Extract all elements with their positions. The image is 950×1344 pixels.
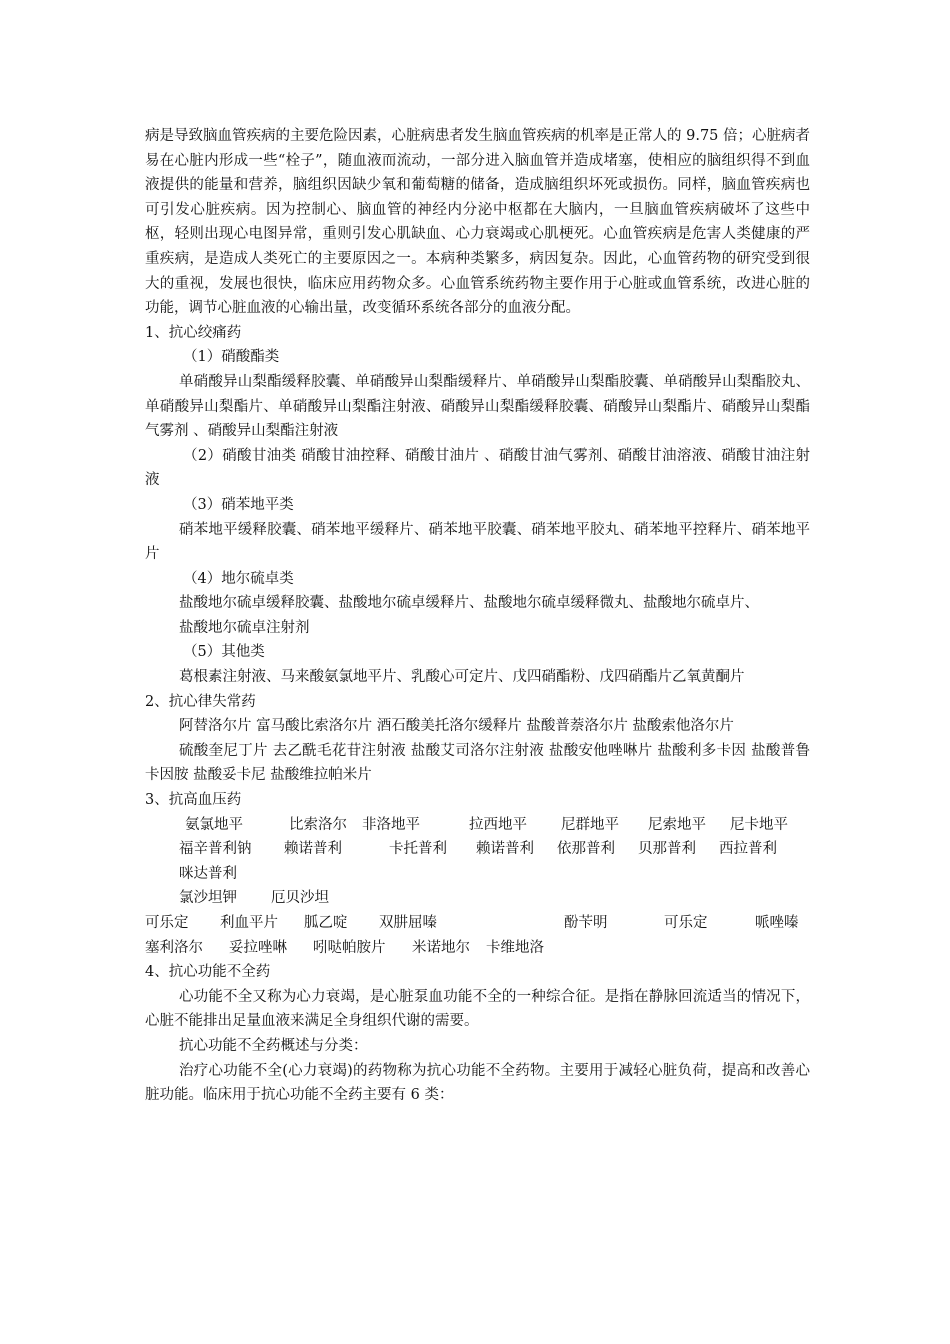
drug-item: 赖诺普利	[284, 841, 342, 858]
drug-item: 利血平片	[220, 915, 278, 931]
drug-item: 尼索地平	[648, 816, 706, 833]
drug-row-5	[145, 911, 810, 936]
drug-list-antiarrhythmic-1: 阿替洛尔片 富马酸比索洛尔片 酒石酸美托洛尔缓释片 盐酸普萘洛尔片 盐酸索他洛尔片	[179, 718, 734, 735]
drug-list-nitrates: 单硝酸异山梨酯缓释胶囊、单硝酸异山梨酯缓释片、单硝酸异山梨酯胶囊、单硝酸异山梨酯胶丸、单硝酸异山梨酯片、单硝酸异山梨酯注射液、硝酸异山梨酯缓释胶囊、硝酸异山梨酯片、硝酸异山梨酯气雾剂 、硝酸异山梨酯注射液	[145, 373, 810, 440]
drug-item: 米诺地尔	[412, 939, 470, 956]
document-page	[145, 124, 810, 1108]
drug-row-6	[145, 936, 810, 961]
subheading-nifedipine: （3）硝苯地平类	[183, 496, 294, 513]
drug-item: 妥拉唑啉	[229, 939, 287, 956]
drug-item: 卡托普利	[389, 841, 447, 858]
drug-list-antiarrhythmic-2: 硫酸奎尼丁片 去乙酰毛花苷注射液 盐酸艾司洛尔注射液 盐酸安他唑啉片 盐酸利多卡因 盐酸普鲁卡因胺 盐酸妥卡尼 盐酸维拉帕米片	[145, 742, 810, 784]
drug-item: 可乐定	[145, 915, 189, 931]
drug-item: 贝那普利	[638, 841, 696, 858]
drug-item: 哌唑嗪	[755, 915, 799, 931]
drug-item: 吲哒帕胺片	[313, 939, 386, 956]
drug-item: 氯沙坦钾	[179, 890, 237, 907]
drug-list-nitroglycerin: （2）硝酸甘油类 硝酸甘油控释、硝酸甘油片 、硝酸甘油气雾剂、硝酸甘油溶液、硝酸甘油注射液	[145, 447, 810, 489]
drug-item: 胍乙啶	[304, 915, 348, 931]
drug-row-1	[145, 813, 810, 838]
drug-list-diltiazem-injection: 盐酸地尔硫卓注射剂	[179, 619, 310, 636]
drug-item: 西拉普利	[719, 841, 777, 858]
drug-row-3: 咪达普利	[179, 865, 237, 882]
drug-item: 比索洛尔	[289, 816, 347, 833]
drug-item: 厄贝沙坦	[271, 890, 329, 907]
subheading-nitrates: （1）硝酸酯类	[183, 349, 280, 366]
drug-item: 塞利洛尔	[145, 939, 203, 956]
drug-list-nifedipine: 硝苯地平缓释胶囊、硝苯地平缓释片、硝苯地平胶囊、硝苯地平胶丸、硝苯地平控释片、硝苯地平片	[145, 521, 810, 563]
drug-list-diltiazem: 盐酸地尔硫卓缓释胶囊、盐酸地尔硫卓缓释片、盐酸地尔硫卓缓释微丸、盐酸地尔硫卓片、	[179, 595, 759, 612]
drug-item: 可乐定	[664, 915, 708, 931]
drug-item: 拉西地平	[469, 816, 527, 833]
intro-paragraph: 病是导致脑血管疾病的主要危险因素，心脏病患者发生脑血管疾病的机率是正常人的 9.75 倍；心脏病者易在心脏内形成一些“栓子”，随血液而流动，一部分进入脑血管并造成堵塞，使相应的脑组织得不到血液提供的能量和营养，脑组织因缺少氧和葡萄糖的储备，造成脑组织坏死或损伤。同样，脑血管疾病也可引发心脏疾病。因为控制心、脑血管的神经内分泌中枢都在大脑内，一旦脑血管疾病破坏了这些中枢，轻则出现心电图异常，重则引发心肌缺血、心力衰竭或心肌梗死。心血管疾病是危害人类健康的严重疾病，是造成人类死亡的主要原因之一。本病种类繁多，病因复杂。因此，心血管药物的研究受到很大的重视，发展也很快，临床应用药物众多。心血管系统药物主要作用于心脏或血管系统，改进心脏的功能，调节心脏血液的心输出量，改变循环系统各部分的血液分配。	[145, 128, 810, 317]
section-heading-heart-failure: 4、抗心功能不全药	[145, 964, 271, 981]
drug-item: 福辛普利钠	[179, 841, 252, 858]
subheading-other: （5）其他类	[183, 644, 265, 661]
heart-failure-overview: 治疗心功能不全(心力衰竭)的药物称为抗心功能不全药物。主要用于减轻心脏负荷，提高和改善心脏功能。临床用于抗心功能不全药主要有 6 类：	[145, 1062, 810, 1104]
drug-item: 尼卡地平	[730, 816, 788, 833]
heart-failure-definition: 心功能不全又称为心力衰竭，是心脏泵血功能不全的一种综合征。是指在静脉回流适当的情况下，心脏不能排出足量血液来满足全身组织代谢的需要。	[145, 988, 810, 1030]
heart-failure-overview-title: 抗心功能不全药概述与分类：	[179, 1037, 368, 1054]
drug-item: 非洛地平	[362, 816, 420, 833]
drug-item: 赖诺普利	[476, 841, 534, 858]
section-heading-antihypertensive: 3、抗高血压药	[145, 792, 242, 809]
drug-item: 卡维地洛	[486, 939, 544, 956]
section-heading-antiarrhythmic: 2、抗心律失常药	[145, 693, 256, 710]
drug-item: 双肼屈嗪	[379, 915, 437, 931]
drug-list-other: 葛根素注射液、马来酸氨氯地平片、乳酸心可定片、戊四硝酯粉、戊四硝酯片乙氧黄酮片	[179, 669, 745, 686]
drug-row-4	[145, 886, 810, 911]
subheading-diltiazem: （4）地尔硫卓类	[183, 570, 294, 587]
drug-item: 酚苄明	[564, 915, 608, 931]
drug-item: 依那普利	[557, 841, 615, 858]
drug-item: 尼群地平	[561, 816, 619, 833]
drug-item: 氨氯地平	[185, 816, 243, 833]
drug-row-2	[145, 837, 810, 862]
section-heading-antianginal: 1、抗心绞痛药	[145, 324, 242, 341]
